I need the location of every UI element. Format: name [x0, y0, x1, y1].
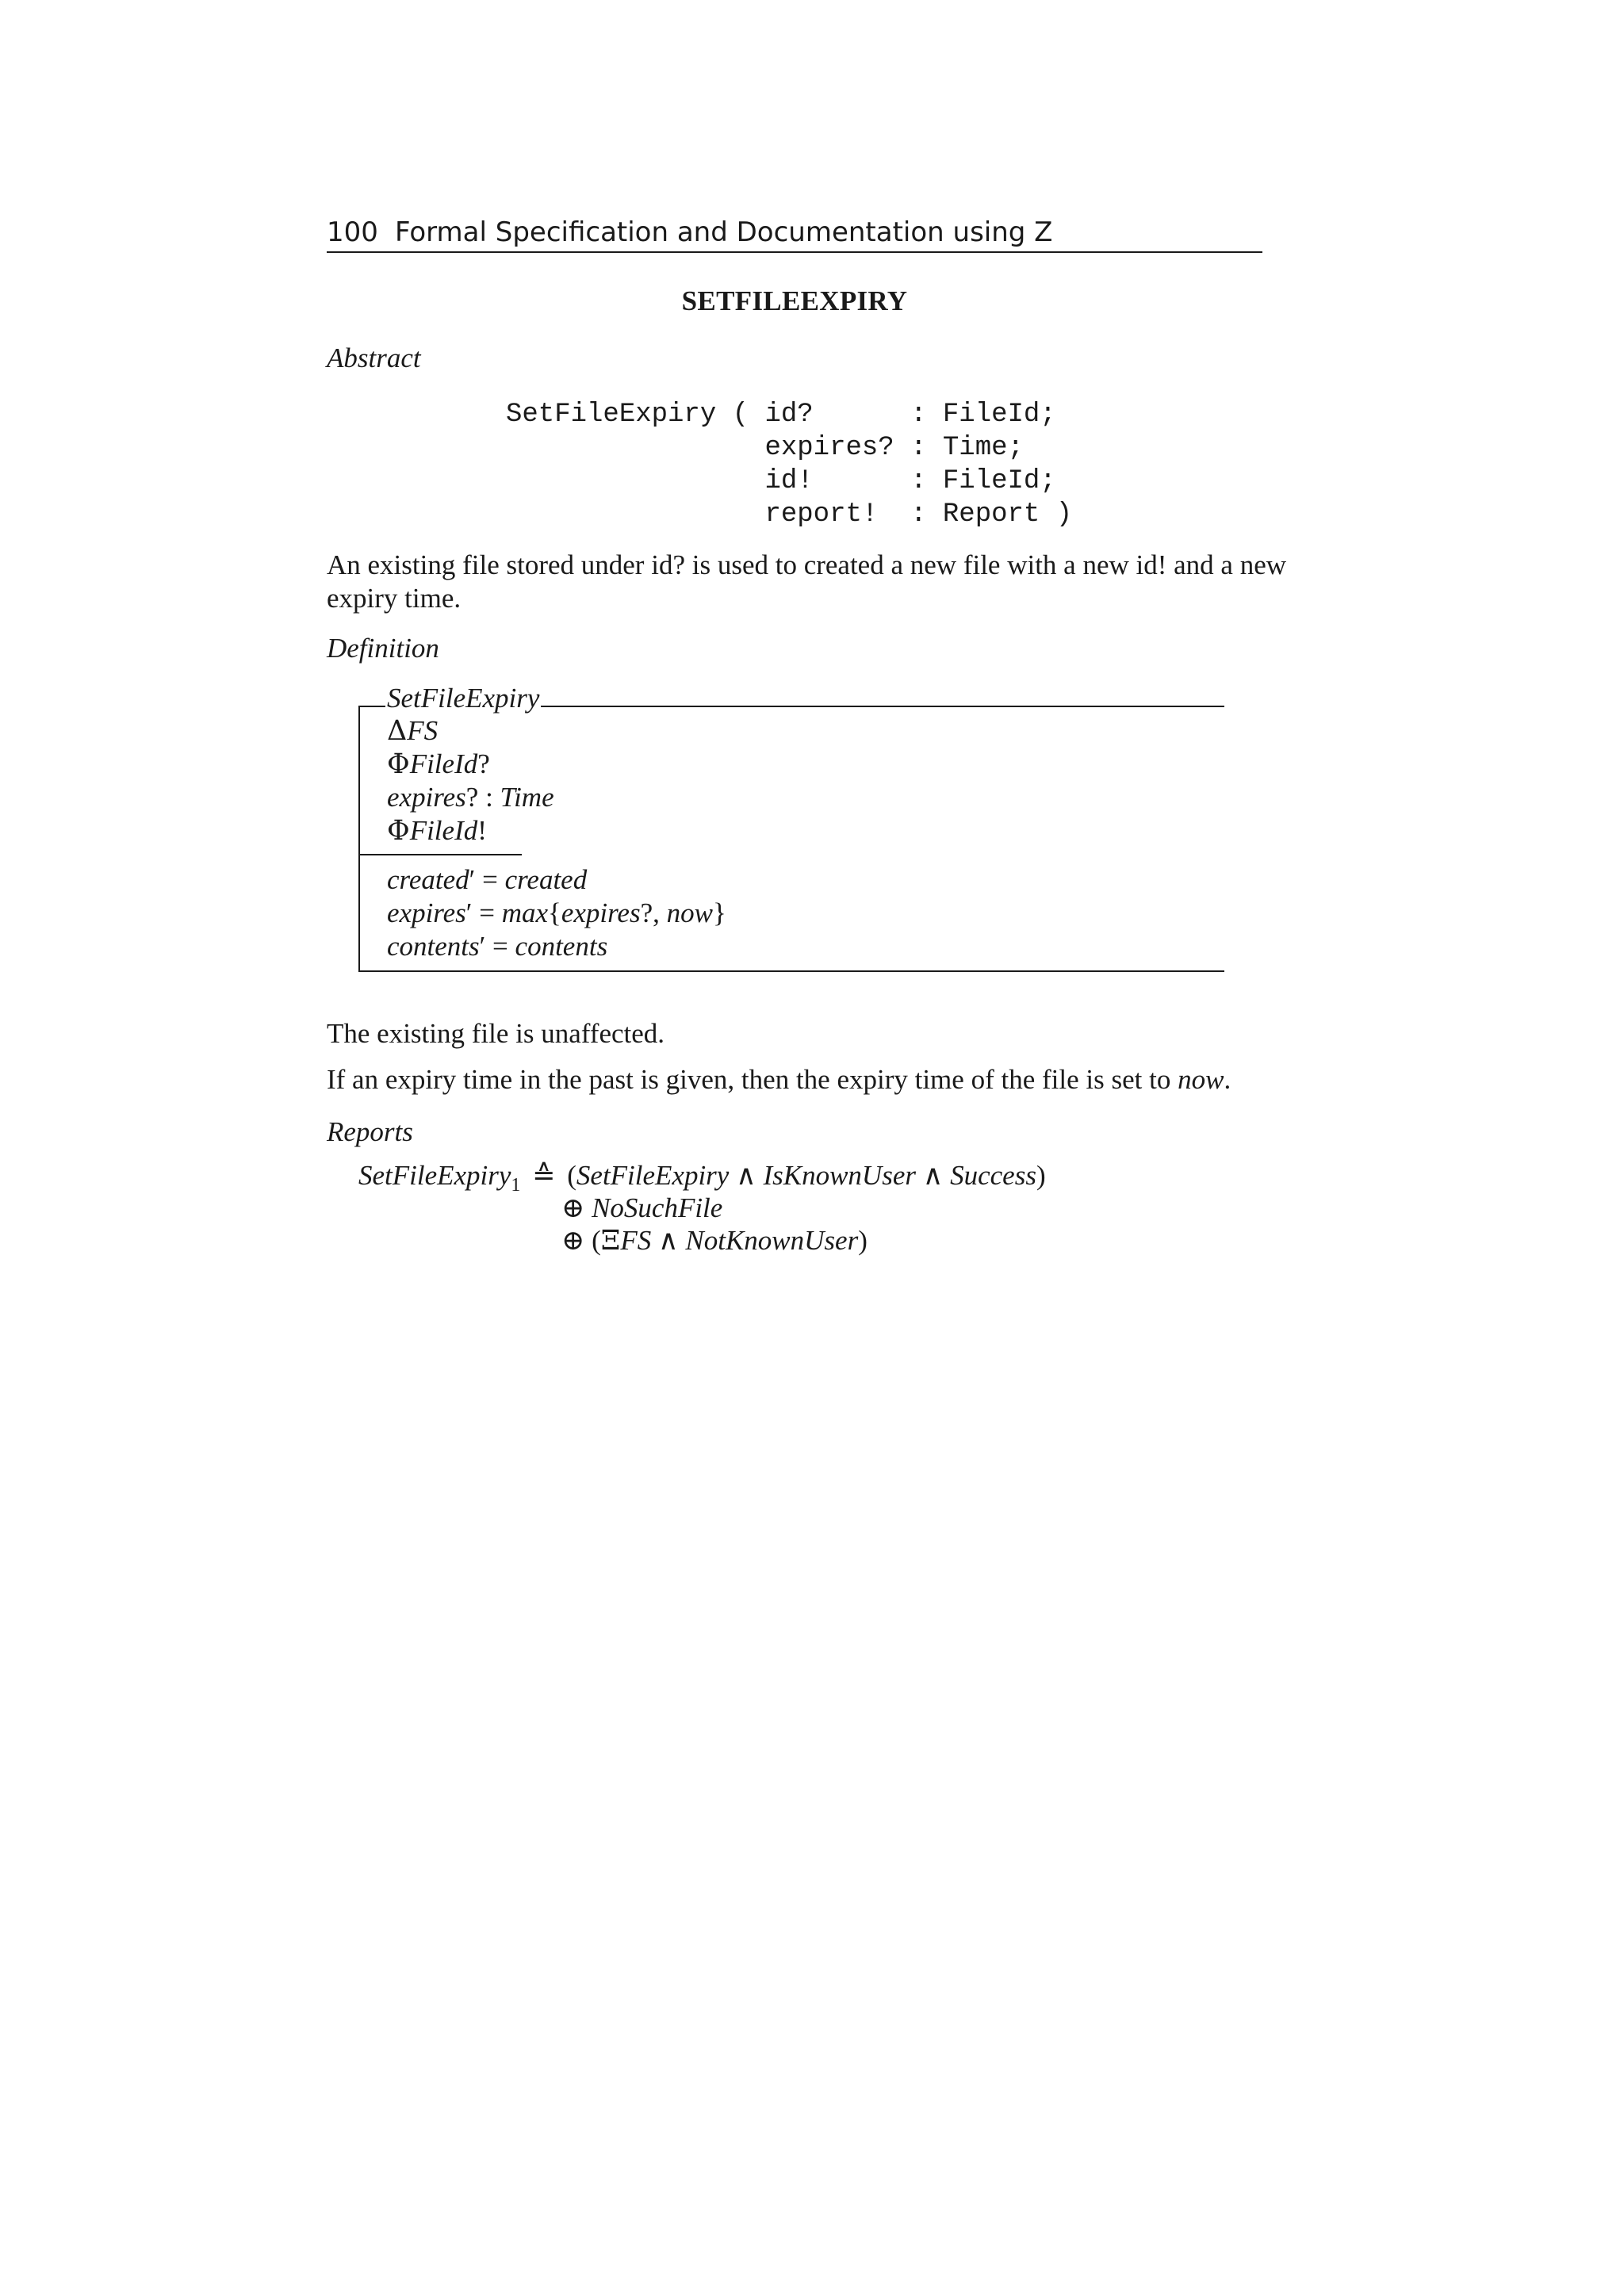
predicate-contents: contents′ = contents [387, 931, 608, 962]
abstract-description [327, 549, 1287, 615]
predicate-created: created′ = created [387, 864, 588, 895]
schema-declarations [387, 714, 554, 848]
reports-line-notknownuser: ⊕ (ΞFS ∧ NotKnownUser) [561, 1225, 868, 1257]
schema-left-rule [358, 706, 360, 972]
declaration-phi-fileid-out: ΦFileId! [387, 815, 487, 847]
note-unaffected: The existing file is unaffected. [327, 1018, 665, 1049]
section-title: SETFILEEXPIRY [681, 285, 908, 316]
definition-label: Definition [327, 633, 439, 664]
schema-predicates [387, 863, 726, 963]
schema-top-left-rule [358, 706, 385, 707]
signature-line: SetFileExpiry ( id? : FileId; [506, 400, 1056, 430]
abstract-label: Abstract [327, 342, 421, 373]
running-title: Formal Specification and Documentation using Z [395, 216, 1053, 248]
predicate-expires: expires′ = max{expires?, now} [387, 897, 726, 928]
description-line: expiry time. [327, 583, 462, 614]
declaration-phi-fileid-in: ΦFileId? [387, 748, 490, 780]
description-line: An existing file stored under id? is used to created a new file with a new id! and a new [327, 549, 1287, 580]
note-past-expiry: If an expiry time in the past is given, then the expiry time of the file is set to now. [327, 1064, 1231, 1095]
header-rule [327, 251, 1262, 253]
reports-line-nosuchfile: ⊕ NoSuchFile [561, 1192, 723, 1224]
signature-line: expires? : Time; [506, 433, 1024, 463]
running-header [327, 212, 1262, 252]
declaration-expires: expires? : Time [387, 782, 554, 813]
schema-divider [358, 854, 522, 855]
schema-bottom-rule [358, 970, 1224, 972]
signature-line: id! : FileId; [506, 466, 1056, 496]
signature-line: report! : Report ) [506, 499, 1073, 530]
page-number: 100 [327, 216, 378, 248]
reports-lhs: SetFileExpiry$_1$ ≙ (SetFileExpiry ∧ IsKnownUser ∧ Success) [358, 1160, 1046, 1196]
reports-label: Reports [327, 1116, 413, 1147]
schema-name: SetFileExpiry [387, 683, 540, 714]
operation-signature [506, 398, 1072, 531]
declaration-delta-fs: ΔFS [387, 715, 439, 747]
schema-top-right-rule [541, 706, 1224, 707]
